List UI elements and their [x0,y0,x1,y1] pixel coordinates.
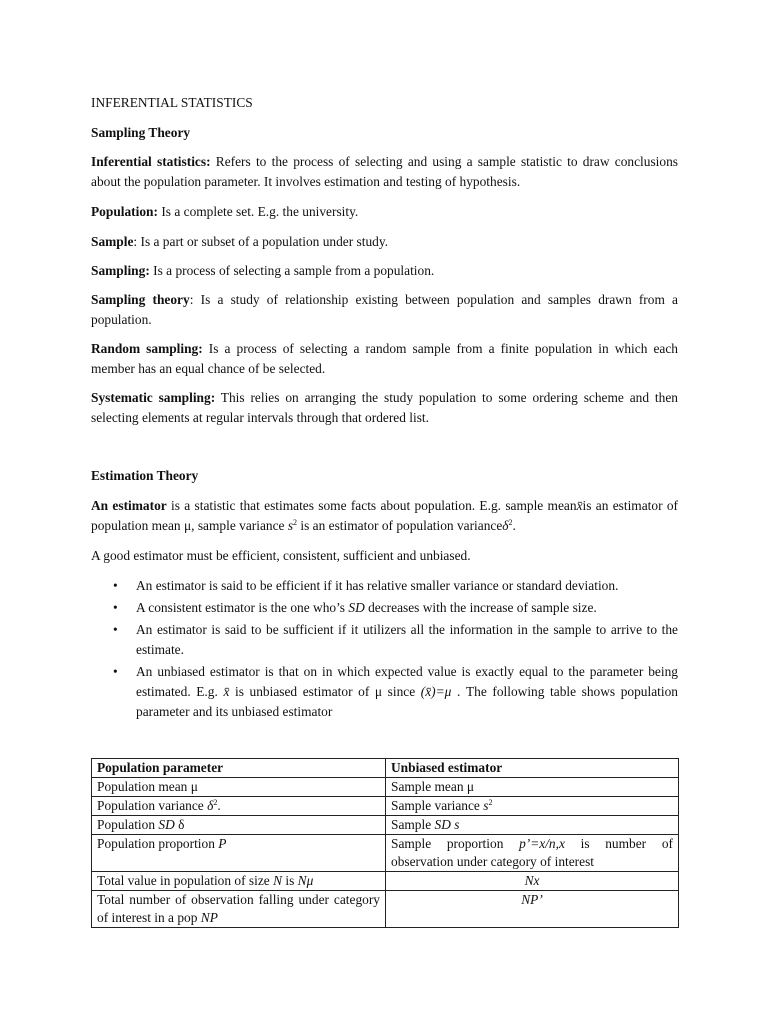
term: Sample [91,234,134,249]
text: . [512,518,516,533]
column-header: Unbiased estimator [386,759,679,778]
term: Random sampling: [91,341,203,356]
estimator-table [91,758,679,928]
math-expectation: (x̄)=μ [420,684,452,699]
list-item [91,576,678,596]
definition: Is a process of selecting a sample from a population. [149,263,435,278]
text: is unbiased estimator of μ since [229,684,421,699]
list-item [91,598,678,618]
table-row [92,816,679,835]
table-row [92,835,679,872]
text: . [217,798,221,813]
table-row [92,891,679,928]
term: Systematic sampling: [91,390,216,405]
table-cell [92,872,386,891]
estimator-properties-list [91,576,678,724]
good-estimator-text: A good estimator must be efficient, consistent, sufficient and unbiased. [91,548,471,563]
bullet-icon: • [113,622,118,637]
term: Sampling: [91,263,150,278]
text: Population variance [97,798,208,813]
list-item [91,662,678,722]
math-delta: δ [502,518,509,533]
text: is an estimator of population mean μ, sample variance [91,498,679,533]
term: An estimator [91,498,167,513]
bullet-icon: • [113,664,118,679]
table-cell [92,797,386,816]
text: An estimator is said to be sufficient if it utilizers all the information in the sample to arrive to the estimate. [136,622,678,657]
text: is [282,873,298,888]
table-cell [92,835,386,872]
superscript: 2 [508,518,513,527]
text: Sample variance [391,798,484,813]
estimation-theory-heading: Estimation Theory [91,468,199,483]
superscript: 2 [488,798,493,807]
math: N [273,873,283,888]
math: NP’ [521,892,543,907]
def-sampling-theory [91,290,678,330]
math: s [483,798,489,813]
term: Population: [91,204,158,219]
table-header-row [92,759,679,778]
text: is an estimator of population variance [297,518,503,533]
sampling-theory-heading: Sampling Theory [91,125,191,140]
math: NP [200,910,218,925]
superscript: 2 [213,798,218,807]
document-title: INFERENTIAL STATISTICS [91,95,253,110]
table-cell: Population mean μ [92,778,386,797]
math-sd: SD [348,600,365,615]
definition: : Is a study of relationship existing between population and samples drawn from a population. [91,292,679,327]
term: Inferential statistics: [91,154,211,169]
math: δ [207,798,214,813]
def-random-sampling [91,339,678,379]
text: Sample proportion [391,836,520,851]
table-cell [92,816,386,835]
def-sampling [91,261,678,281]
def-sample [91,232,678,252]
math: p’=x/n,x [519,836,565,851]
math-xbar: x̄ [223,684,230,699]
superscript: 2 [293,518,298,527]
table-row [92,797,679,816]
list-item [91,620,678,660]
column-header: Population parameter [92,759,386,778]
def-inferential-statistics [91,152,678,192]
table-cell [386,835,679,872]
table-cell [386,816,679,835]
text: Population proportion [97,836,219,851]
definition: Refers to the process of selecting and using a sample statistic to draw conclusions about the population parameter. It involves estimation and testing of hypothesis. [91,154,678,189]
table-cell [386,872,679,891]
table-cell [386,891,679,928]
math-s: s [287,518,294,533]
text: δ [174,817,185,832]
text: is number of observation under category of interest [391,836,673,869]
table-row [92,778,679,797]
math: Nx [524,873,540,888]
bullet-icon: • [113,600,118,615]
text: Total value in population of size [97,873,274,888]
text: Total number of observation falling under category of interest in a pop [97,892,380,925]
definition: Is a complete set. E.g. the university. [157,204,359,219]
text: An estimator is said to be efficient if it has relative smaller variance or standard deviation. [136,578,619,593]
text: An unbiased estimator is that on in which expected value is exactly equal to the parameter being estimated. E.g. [136,664,678,699]
text: . The following table shows population parameter and its unbiased estimator [136,684,678,719]
estimator-paragraph [91,496,678,536]
definition: : Is a part or subset of a population under study. [133,234,389,249]
table-cell [92,891,386,928]
text: is a statistic that estimates some facts about population. E.g. sample mean [166,498,577,513]
math: SD s [434,817,460,832]
text: decreases with the increase of sample size. [364,600,597,615]
math: SD [158,817,175,832]
math-xbar: x̄ [576,498,583,513]
definition: Is a process of selecting a random sample from a finite population in which each member has an equal chance of be selected. [91,341,678,376]
def-population [91,202,678,222]
definition: This relies on arranging the study population to some ordering scheme and then selecting elements at regular intervals through that ordered list. [91,390,678,425]
table-cell [386,797,679,816]
math: P [218,836,227,851]
table-row [92,872,679,891]
def-systematic-sampling [91,388,678,428]
table-cell: Sample mean μ [386,778,679,797]
bullet-icon: • [113,578,118,593]
text: Population [97,817,159,832]
math: Nμ [297,873,314,888]
text: A consistent estimator is the one who’s [136,600,349,615]
term: Sampling theory [91,292,190,307]
text: Sample [391,817,435,832]
